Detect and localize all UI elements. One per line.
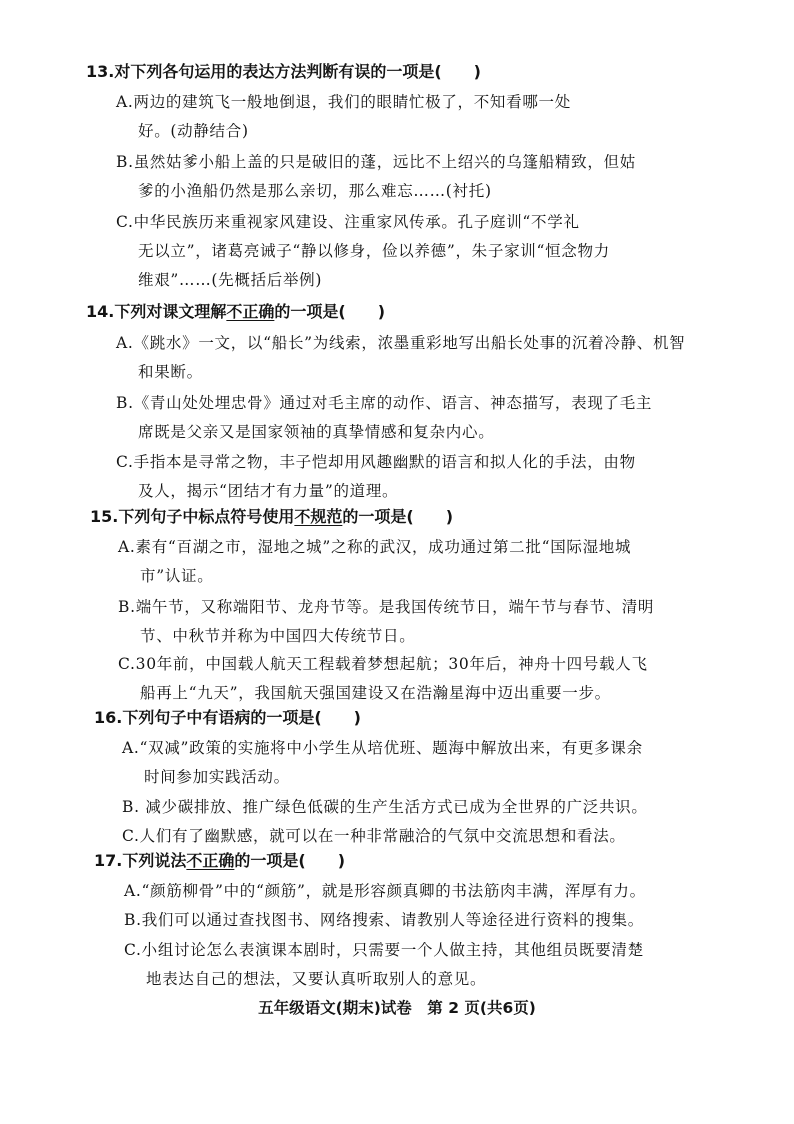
question-16-option-c: C.人们有了幽默感，就可以在一种非常融洽的气氛中交流思想和看法。 <box>122 827 626 845</box>
question-13-option-b: B.虽然姑爹小船上盖的只是破旧的蓬，远比不上绍兴的乌篷船精致，但姑 <box>116 153 636 171</box>
question-16-option-b: B. 减少碳排放、推广绿色低碳的生产生活方式已成为全世界的广泛共识。 <box>122 798 648 816</box>
question-16-option-a: A.“双减”政策的实施将中小学生从培优班、题海中解放出来，有更多课余 <box>122 739 643 757</box>
question-14-stem: 14.下列对课文理解不正确的一项是( ) <box>86 302 386 321</box>
question-13-option-c-cont1: 无以立”，诸葛亮诫子“静以修身，俭以养德”，朱子家训“恒念物力 <box>138 242 610 260</box>
question-17-stem: 17.下列说法不正确的一项是( ) <box>94 851 346 870</box>
question-13-option-b-cont: 爹的小渔船仍然是那么亲切，那么难忘……(衬托) <box>138 182 492 200</box>
question-17-underlined: 不正确 <box>186 851 235 870</box>
question-17-option-b: B.我们可以通过查找图书、网络搜索、请教别人等途径进行资料的搜集。 <box>124 911 644 929</box>
question-15-option-a-cont: 市”认证。 <box>140 567 214 585</box>
question-13-stem: 13.对下列各句运用的表达方法判断有误的一项是( ) <box>86 62 481 81</box>
question-13-option-c-cont2: 维艰”……(先概括后举例) <box>138 271 323 289</box>
question-15-option-b-cont: 节、中秋节并称为中国四大传统节日。 <box>140 627 416 645</box>
question-17-option-c-cont: 地表达自己的想法，又要认真听取别人的意见。 <box>146 970 487 988</box>
question-15-stem: 15.下列句子中标点符号使用不规范的一项是( ) <box>90 507 454 526</box>
question-14-option-b: B.《青山处处埋忠骨》通过对毛主席的动作、语言、神态描写，表现了毛主 <box>116 394 653 412</box>
question-16-option-a-cont: 时间参加实践活动。 <box>144 768 290 786</box>
question-14-option-c-cont: 及人，揭示“团结才有力量”的道理。 <box>138 482 399 500</box>
page-footer: 五年级语文(期末)试卷 第 2 页(共6页) <box>258 999 536 1017</box>
question-17-option-c: C.小组讨论怎么表演课本剧时，只需要一个人做主持，其他组员既要清楚 <box>124 941 644 959</box>
question-13-option-c: C.中华民族历来重视家风建设、注重家风传承。孔子庭训“不学礼 <box>116 213 580 231</box>
question-14-underlined: 不正确 <box>226 302 275 321</box>
question-15-option-a: A.素有“百湖之市，湿地之城”之称的武汉，成功通过第二批“国际湿地城 <box>118 538 632 556</box>
question-14-option-a: A.《跳水》一文，以“船长”为线索，浓墨重彩地写出船长处事的沉着冷静、机智 <box>116 334 686 352</box>
question-14-option-a-cont: 和果断。 <box>138 363 203 381</box>
question-15-option-c: C.30年前，中国载人航天工程载着梦想起航；30年后，神舟十四号载人飞 <box>118 655 648 673</box>
question-15-option-c-cont: 船再上“九天”，我国航天强国建设又在浩瀚星海中迈出重要一步。 <box>140 684 611 702</box>
question-17-option-a: A.“颜筋柳骨”中的“颜筋”，就是形容颜真卿的书法筋肉丰满，浑厚有力。 <box>124 882 646 900</box>
question-16-stem: 16.下列句子中有语病的一项是( ) <box>94 708 361 727</box>
question-15-underlined: 不规范 <box>294 507 343 526</box>
question-13-option-a: A.两边的建筑飞一般地倒退，我们的眼睛忙极了，不知看哪一处 <box>116 93 571 111</box>
question-15-option-b: B.端午节，又称端阳节、龙舟节等。是我国传统节日，端午节与春节、清明 <box>118 598 655 616</box>
question-13-option-a-cont: 好。(动静结合) <box>138 122 249 140</box>
question-14-option-c: C.手指本是寻常之物，丰子恺却用风趣幽默的语言和拟人化的手法，由物 <box>116 453 636 471</box>
question-14-option-b-cont: 席既是父亲又是国家领袖的真挚情感和复杂内心。 <box>138 423 495 441</box>
